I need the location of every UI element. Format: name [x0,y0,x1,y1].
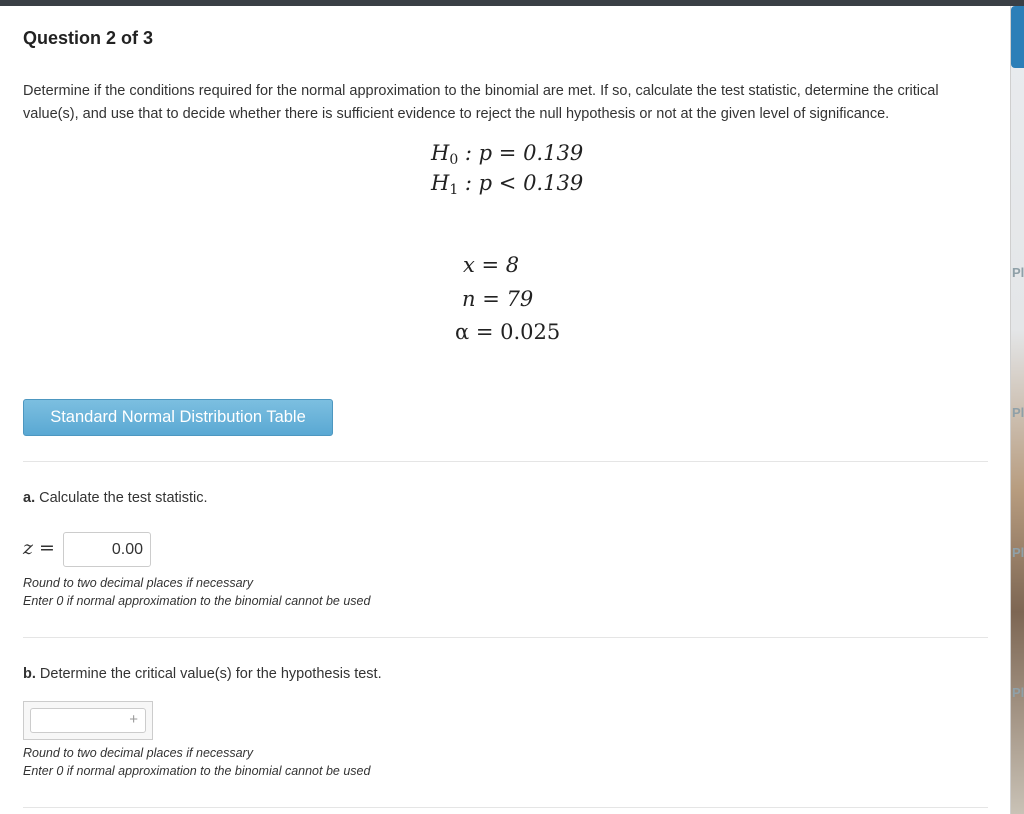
given-alpha-text: α = 0.025 [455,320,561,344]
test-statistic-input[interactable]: 0.00 [63,532,151,567]
side-tab-3[interactable]: Pl [1012,545,1024,560]
part-b-label [23,666,382,682]
critical-values-container [23,701,153,740]
add-value-icon[interactable]: + [129,711,138,728]
given-n [462,287,533,311]
given-n-text: n = 79 [462,287,534,311]
side-tab-2[interactable]: Pl [1012,405,1024,420]
divider [23,637,988,638]
h0-symbol: H [431,141,450,165]
part-b-hint-round: Round to two decimal places if necessary [23,746,253,760]
part-a-label [23,490,208,506]
part-a-text: Calculate the test statistic. [35,490,208,506]
h1-symbol: H [431,171,450,195]
h0-statement: : p = 0.139 [458,141,584,165]
part-a-hint-round: Round to two decimal places if necessary [23,576,253,590]
side-tab-4[interactable]: Pl [1012,685,1024,700]
part-a-letter: a. [23,490,36,506]
divider [23,807,988,808]
divider [23,461,988,462]
h0-subscript: 0 [449,152,459,168]
part-b-letter: b. [23,666,36,682]
given-x [463,253,519,277]
question-title: Question 2 of 3 [23,28,154,48]
side-tab-1[interactable]: Pl [1012,265,1024,280]
side-tab-active[interactable] [1011,6,1024,68]
question-prompt: Determine if the conditions required for the normal approximation to the binomial are met. If so, calculate the test statistic, determine the critical value(s), and use that to decide whether there is sufficient evidence to reject the null hypothesis or not at the given level of significance. [23,83,939,122]
given-x-text: x = 8 [463,253,520,277]
z-variable-label: z = [23,537,55,559]
critical-value-input[interactable] [30,708,146,733]
part-a-hint-zero: Enter 0 if normal approximation to the binomial cannot be used [23,594,371,608]
h1-statement: : p < 0.139 [458,171,584,195]
standard-normal-table-button[interactable]: Standard Normal Distribution Table [23,399,333,436]
part-b-hint-zero: Enter 0 if normal approximation to the binomial cannot be used [23,764,371,778]
alternative-hypothesis [431,171,583,198]
given-alpha [455,320,560,344]
h1-subscript: 1 [449,182,459,198]
null-hypothesis [431,141,583,168]
part-b-text: Determine the critical value(s) for the hypothesis test. [35,666,382,682]
